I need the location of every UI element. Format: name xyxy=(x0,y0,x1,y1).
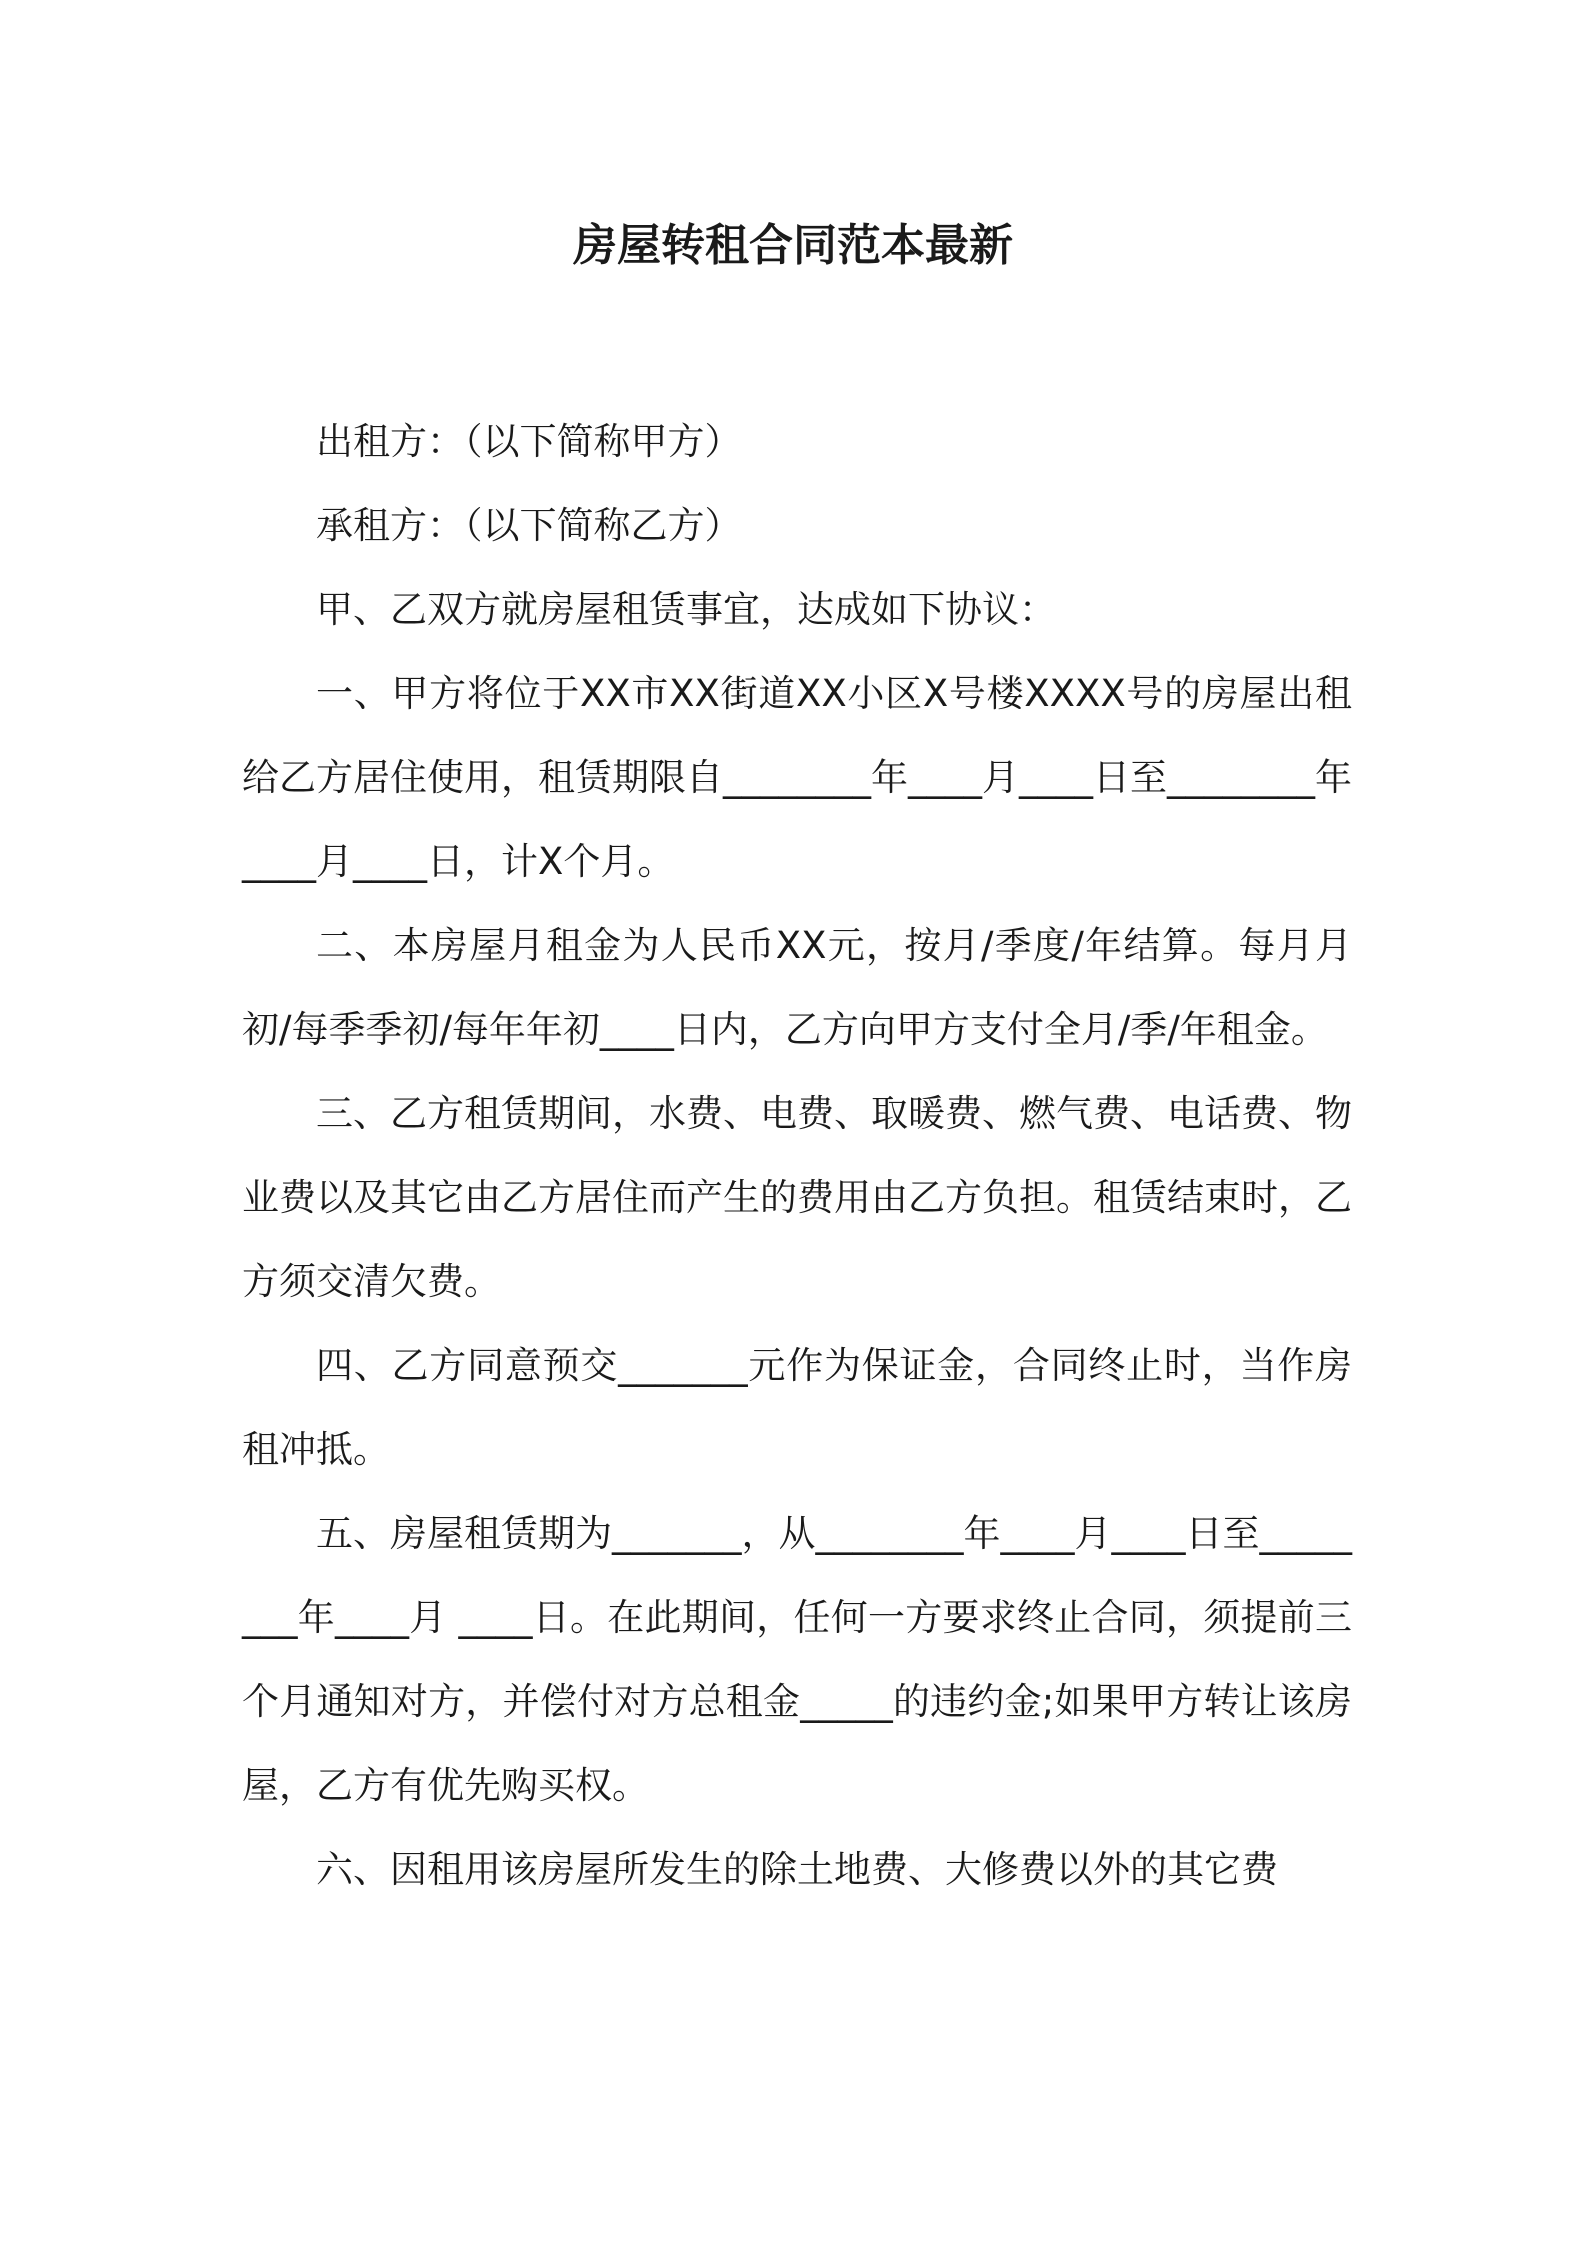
paragraph-clause-2: 二、本房屋月租金为人民币XX元，按月/季度/年结算。每月月初/每季季初/每年年初____日内，乙方向甲方支付全月/季/年租金。 xyxy=(242,924,1352,1051)
paragraph-clause-5: 五、房屋租赁期为_______，从________年____月____日至________年____月 ____日。在此期间，任何一方要求终止合同，须提前三个月通知对方，并偿付对方总租金_____的违约金;如果甲方转让该房屋，乙方有优先购买权。 xyxy=(242,1512,1352,1807)
paragraph-clause-1: 一、甲方将位于XX市XX街道XX小区X号楼XXXX号的房屋出租给乙方居住使用，租赁期限自________年____月____日至________年____月____日，计X个月。 xyxy=(242,672,1352,883)
paragraph-clause-6: 六、因租用该房屋所发生的除土地费、大修费以外的其它费 xyxy=(316,1848,1278,1891)
paragraph-clause-4: 四、乙方同意预交_______元作为保证金，合同终止时，当作房租冲抵。 xyxy=(242,1344,1352,1471)
paragraph-agreement-intro: 甲、乙双方就房屋租赁事宜，达成如下协议： xyxy=(316,588,1056,631)
paragraph-clause-3: 三、乙方租赁期间，水费、电费、取暖费、燃气费、电话费、物业费以及其它由乙方居住而产生的费用由乙方负担。租赁结束时，乙方须交清欠费。 xyxy=(242,1092,1352,1303)
document-body xyxy=(242,400,1352,1912)
document-title: 房屋转租合同范本最新 xyxy=(573,220,1013,271)
paragraph-lessor: 出租方：（以下简称甲方） xyxy=(316,420,742,463)
paragraph-lessee: 承租方：（以下简称乙方） xyxy=(316,504,742,547)
